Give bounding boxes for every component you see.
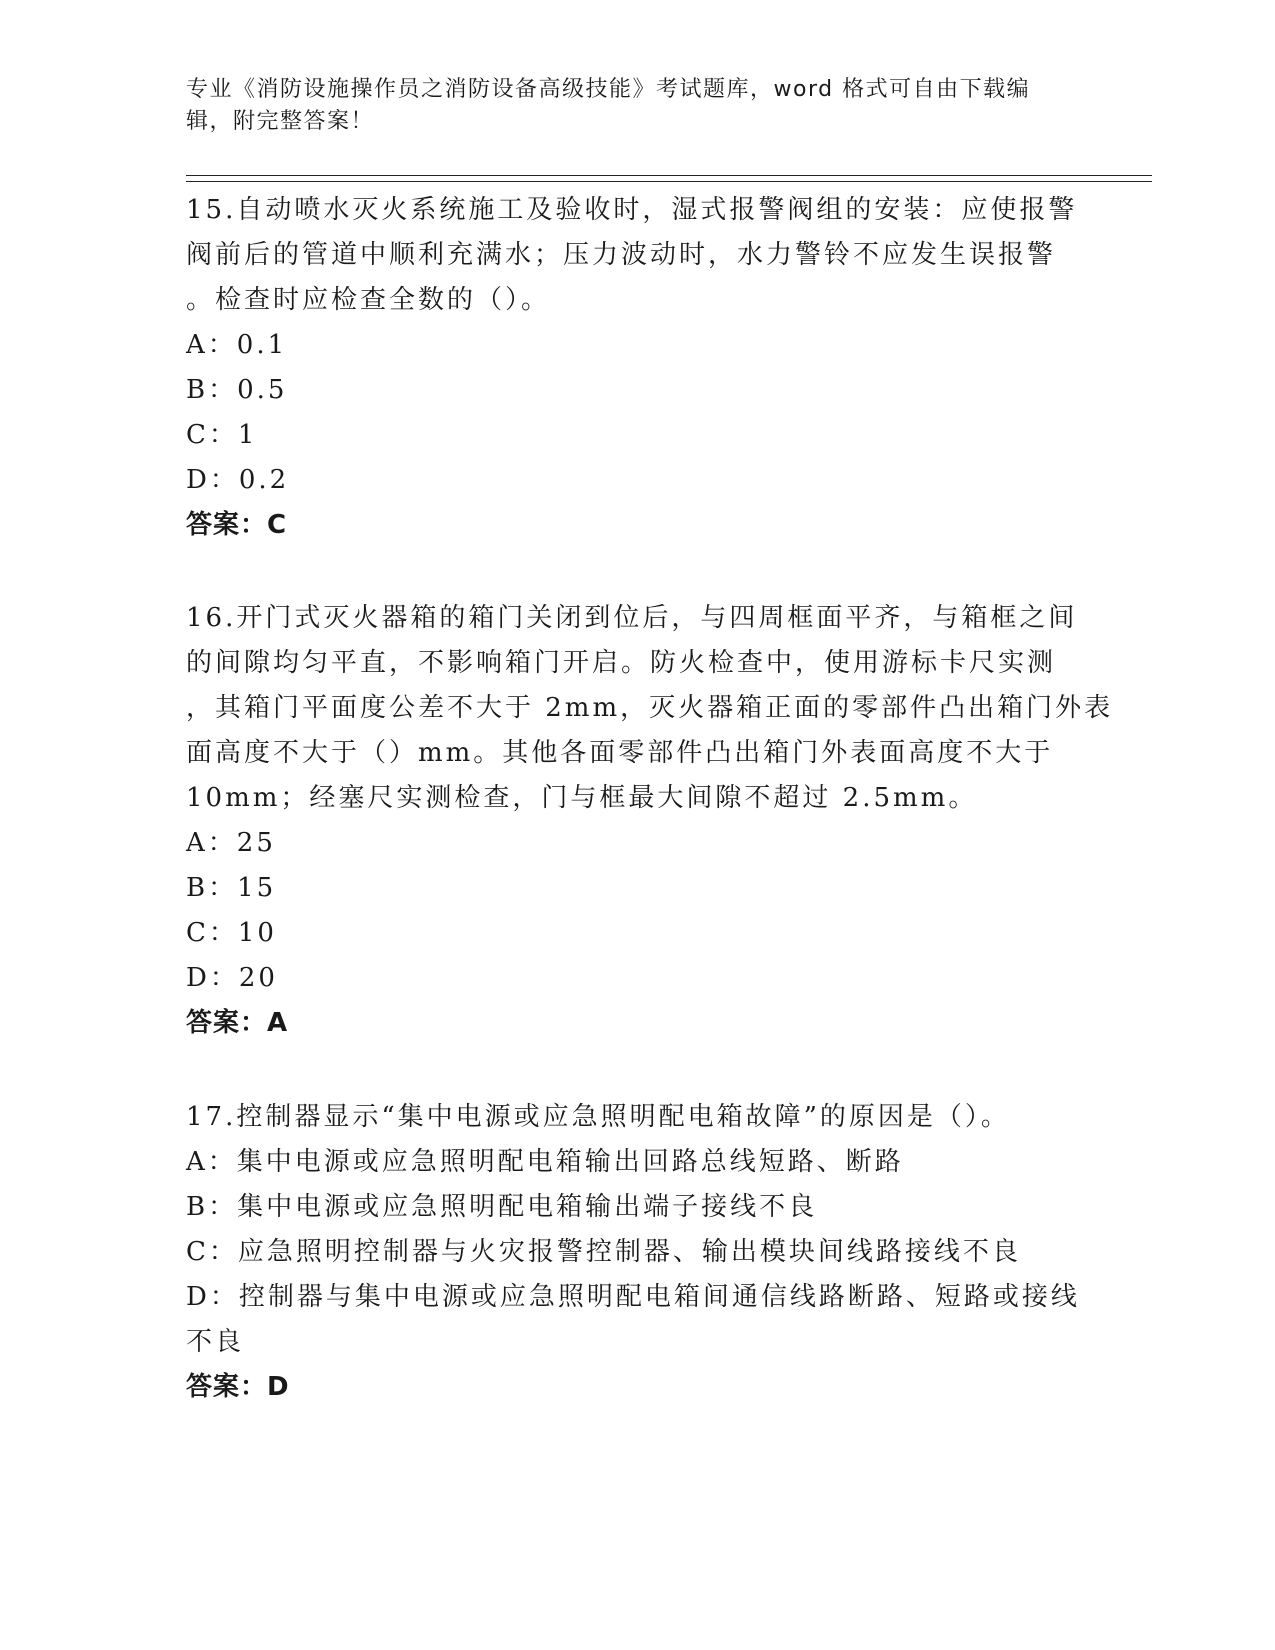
option-a: A：0.1 [186,330,288,360]
stem-line: 阀前后的管道中顺利充满水；压力波动时，水力警铃不应发生误报警 [186,240,1057,270]
question-stem [186,596,1114,821]
answer: 答案：D [186,1372,290,1402]
option-d: D：0.2 [186,465,290,495]
answer: 答案：A [186,1008,289,1038]
option-b: B：集中电源或应急照明配电箱输出端子接线不良 [186,1192,818,1222]
stem-line: 的间隙均匀平直，不影响箱门开启。防火检查中，使用游标卡尺实测 [186,648,1057,678]
option-b: B：0.5 [186,375,288,405]
stem-line: 15.自动喷水灭火系统施工及验收时，湿式报警阀组的安装：应使报警 [186,195,1078,225]
question-17 [186,1095,1086,1410]
option-d [186,1275,1086,1365]
header-line-2: 辑，附完整答案！ [186,109,375,134]
stem-line: 。检查时应检查全数的（）。 [186,285,551,315]
option-c: C：1 [186,420,258,450]
header-divider-bottom [186,181,1152,182]
option-b: B：15 [186,873,277,903]
stem-line: ，其箱门平面度公差不大于 2mm，灭火器箱正面的零部件凸出箱门外表 [186,693,1114,723]
option-c: C：应急照明控制器与火灾报警控制器、输出模块间线路接线不良 [186,1237,1021,1267]
stem-line: 16.开门式灭火器箱的箱门关闭到位后，与四周框面平齐，与箱框之间 [186,603,1078,633]
stem-line: 10mm；经塞尺实测检查，门与框最大间隙不超过 2.5mm。 [186,783,978,813]
question-15 [186,188,1086,548]
document-header [186,74,1066,138]
option-d-line-2: 不良 [186,1327,245,1357]
stem-line: 17.控制器显示“集中电源或应急照明配电箱故障”的原因是（）。 [186,1102,1010,1132]
stem-line: 面高度不大于（）mm。其他各面零部件凸出箱门外表面高度不大于 [186,738,1054,768]
question-stem [186,1095,1086,1140]
answer: 答案：C [186,510,288,540]
option-d: D：20 [186,963,278,993]
question-16 [186,596,1114,1046]
option-a: A：25 [186,828,276,858]
option-c: C：10 [186,918,277,948]
question-stem [186,188,1086,323]
option-a: A：集中电源或应急照明配电箱输出回路总线短路、断路 [186,1147,904,1177]
header-divider-top [186,175,1152,176]
option-d-line-1: D：控制器与集中电源或应急照明配电箱间通信线路断路、短路或接线 [186,1282,1080,1312]
header-line-1: 专业《消防设施操作员之消防设备高级技能》考试题库，word 格式可自由下载编 [186,77,1031,102]
